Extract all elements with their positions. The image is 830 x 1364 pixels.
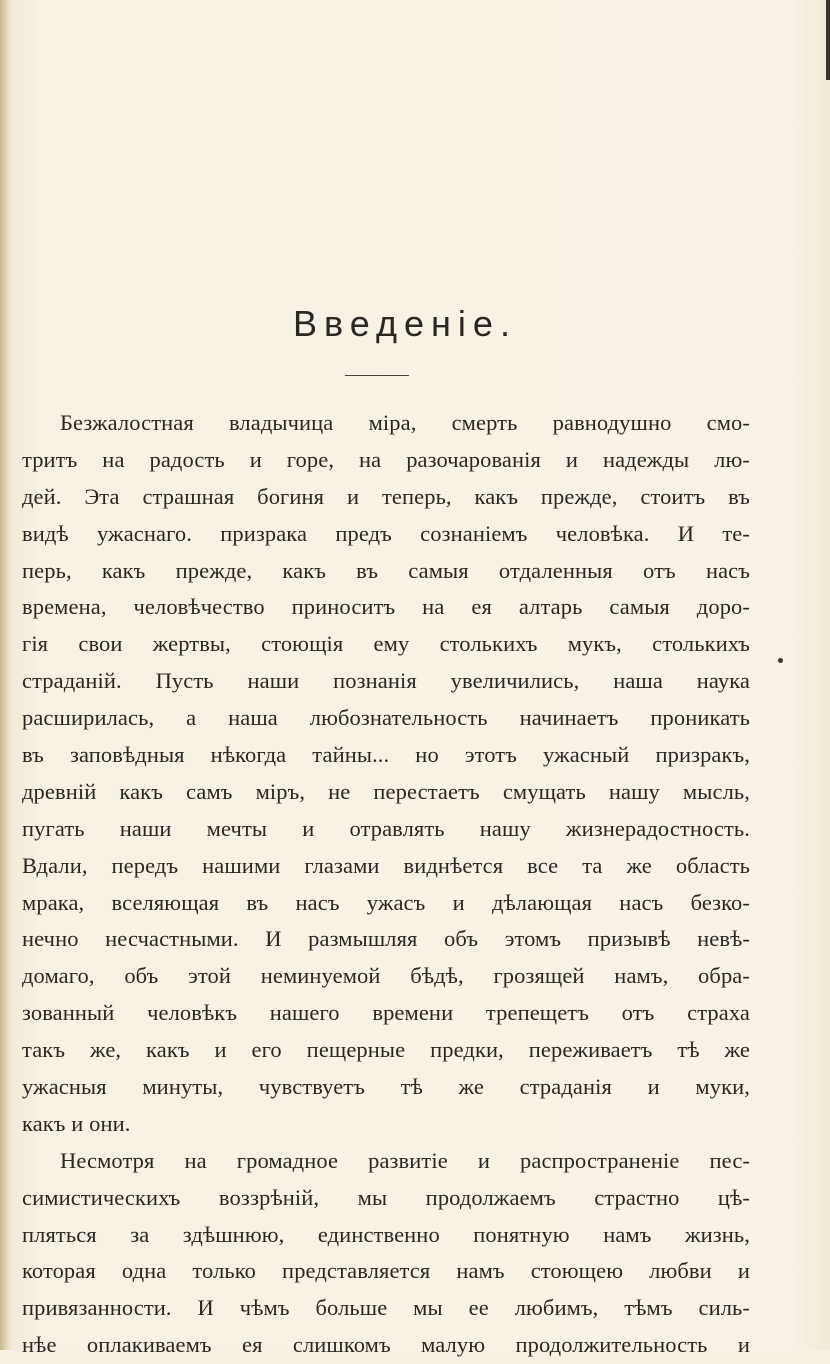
text-line: нечно несчастными. И размышляя объ этомъ призывѣ невѣ-	[22, 926, 750, 952]
text-line: ужасныя минуты, чувствуетъ тѣ же страданiя и муки,	[22, 1074, 750, 1100]
text-line: тритъ на радость и горе, на разочарованiя и надежды лю-	[22, 446, 750, 472]
page-edge-shadow	[826, 0, 830, 80]
text-line: зованный человѣкъ нашего времени трепещетъ отъ страха	[22, 1000, 750, 1026]
text-line: Безжалостная владычица мiра, смерть равнодушно смо-	[60, 410, 750, 435]
text-line: страданiй. Пусть наши познанiя увеличились, наша наука	[22, 668, 750, 694]
text-line: привязанности. И чѣмъ больше мы ее любимъ, тѣмъ силь-	[22, 1295, 750, 1321]
text-line: гiя свои жертвы, стоющiя ему столькихъ мукъ, столькихъ	[22, 631, 750, 657]
text-line: пугать наши мечты и отравлять нашу жизнерадостность.	[22, 815, 750, 841]
text-line: древнiй какъ самъ мiръ, не перестаетъ смущать нашу мысль,	[22, 778, 750, 804]
text-line: которая одна только представляется намъ стоющею любви и	[22, 1258, 750, 1284]
text-line: дей. Эта страшная богиня и теперь, какъ прежде, стоитъ въ	[22, 483, 750, 509]
text-line: Вдали, передъ нашими глазами виднѣется все та же область	[22, 852, 750, 878]
text-line: расширилась, а наша любознательность начинаетъ проникать	[22, 705, 750, 731]
text-line: такъ же, какъ и его пещерные предки, переживаетъ тѣ же	[22, 1037, 750, 1063]
margin-dot	[778, 658, 783, 663]
text-line: въ заповѣдныя нѣкогда тайны... но этотъ ужасный призракъ,	[22, 742, 750, 768]
text-line: перь, какъ прежде, какъ въ самыя отдаленныя отъ насъ	[22, 557, 750, 583]
text-line: Несмотря на громадное развитiе и распространенiе пес-	[60, 1147, 750, 1173]
text-line: пляться за здѣшнюю, единственно понятную намъ жизнь,	[22, 1221, 750, 1247]
text-line: видѣ ужаснаго. призрака предъ сознанiемъ человѣка. И те-	[22, 520, 750, 546]
text-line: симистическихъ воззрѣнiй, мы продолжаемъ страстно цѣ-	[22, 1184, 750, 1210]
title-divider	[345, 375, 409, 376]
text-line: мрака, вселяющая въ насъ ужасъ и дѣлающая насъ безко-	[22, 889, 750, 915]
binding-edge	[0, 0, 10, 1350]
chapter-title: Введенie.	[293, 303, 517, 344]
text-line: какъ и они.	[22, 1110, 131, 1136]
text-line: времена, человѣчество приноситъ на ея алтарь самыя доро-	[22, 594, 750, 620]
text-line: домаго, объ этой неминуемой бѣдѣ, грозящей намъ, обра-	[22, 963, 750, 989]
body-text	[22, 405, 750, 1364]
text-line: нѣе оплакиваемъ ея слишкомъ малую продолжительность и	[22, 1332, 750, 1358]
